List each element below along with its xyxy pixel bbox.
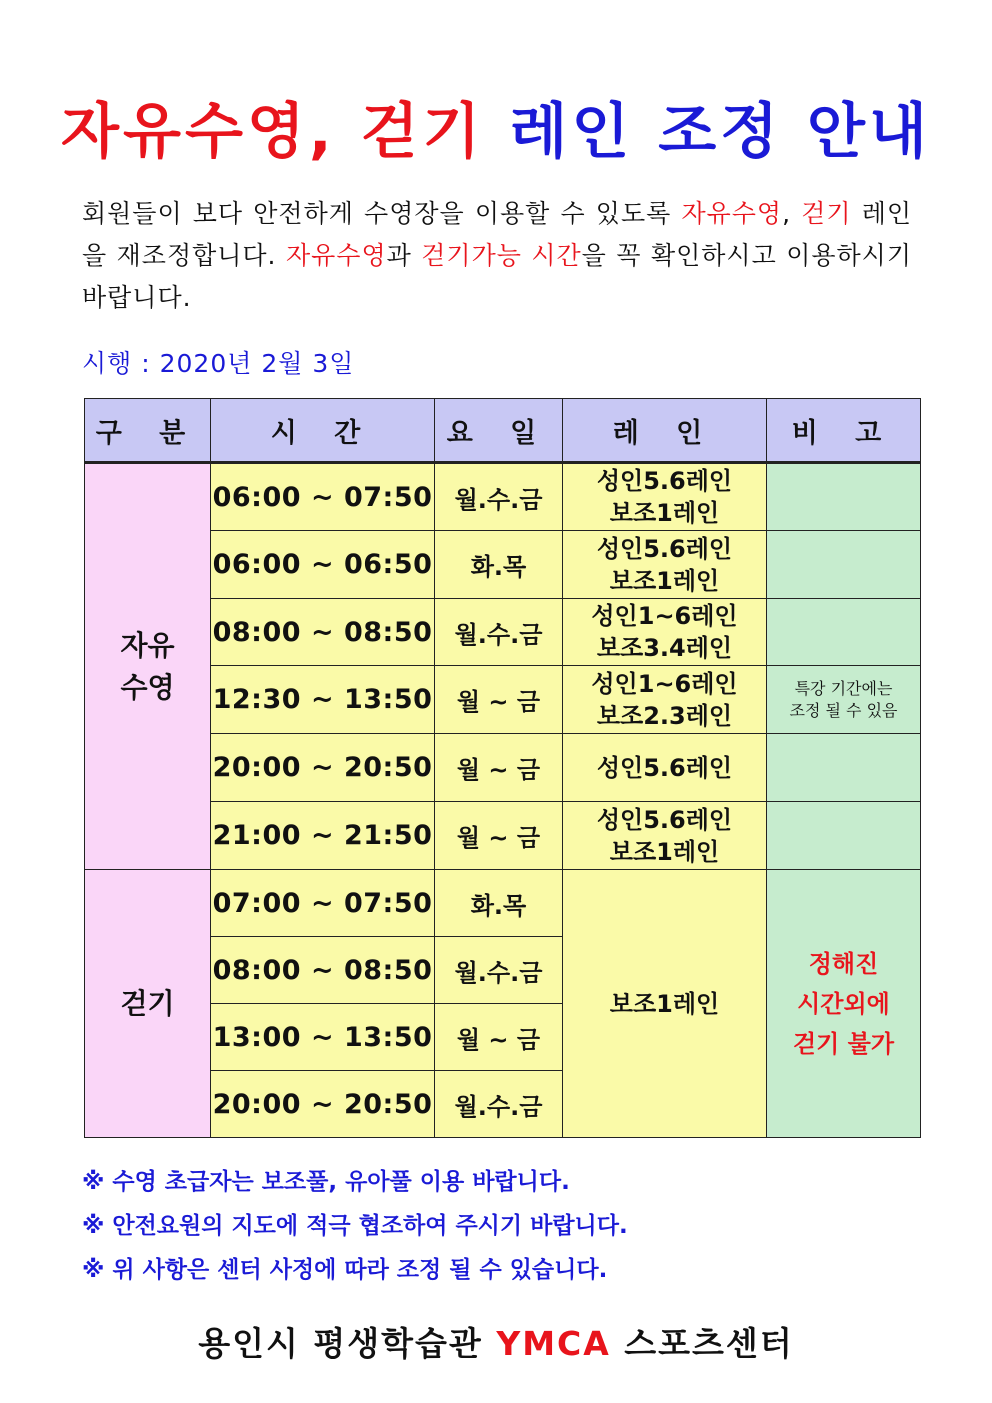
lane-text: 보조1레인 (609, 566, 720, 595)
lane-cell (563, 734, 767, 802)
note-text: 정해진 (808, 949, 879, 978)
time-cell: 12:30 ~ 13:50 (211, 666, 435, 734)
intro-highlight: 걷기가능 시간 (421, 241, 582, 270)
note-cell (767, 599, 921, 666)
lane-text: 성인1~6레인 (591, 669, 738, 698)
lane-text: 보조1레인 (609, 837, 720, 866)
time-cell: 06:00 ~ 07:50 (211, 463, 435, 531)
lane-text: 보조3.4레인 (596, 634, 733, 662)
day-cell: 월 ~ 금 (435, 666, 563, 734)
page-title (0, 84, 992, 170)
notice-item: ※ 수영 초급자는 보조풀, 유아풀 이용 바랍니다. (82, 1169, 570, 1195)
day-cell: 월.수.금 (435, 937, 563, 1004)
intro-text: 을 꼭 확인하시고 이용하시기 바랍니다. (82, 241, 912, 312)
table-row (85, 734, 921, 802)
lane-cell (563, 531, 767, 599)
note-text: 특강 기간에는 (794, 678, 893, 698)
notice-list (82, 1160, 628, 1292)
header-day: 요 일 (435, 399, 563, 463)
intro-paragraph (82, 193, 912, 319)
note-text: 시간외에 (797, 989, 890, 1018)
lane-text: 성인5.6레인 (596, 534, 733, 563)
notice-item: ※ 안전요원의 지도에 적극 협조하여 주시기 바랍니다. (82, 1213, 628, 1239)
lane-cell (563, 802, 767, 870)
table-row (85, 802, 921, 870)
lane-cell: 보조1레인 (563, 870, 767, 1138)
time-cell: 07:00 ~ 07:50 (211, 870, 435, 937)
time-cell: 20:00 ~ 20:50 (211, 734, 435, 802)
title-part-blue: 레인 조정 안내 (509, 97, 931, 167)
title-part-red: 자유수영, 걷기 (61, 97, 485, 167)
day-cell: 월.수.금 (435, 1071, 563, 1138)
intro-text: , (782, 199, 802, 228)
lane-text: 성인5.6레인 (596, 467, 733, 495)
note-text: 걷기 불가 (792, 1029, 895, 1058)
lane-cell (563, 666, 767, 734)
intro-text: 과 (386, 241, 422, 270)
category-walking: 걷기 (85, 870, 211, 1138)
table-row (85, 463, 921, 531)
intro-highlight: 자유수영 (286, 241, 387, 270)
intro-text: 회원들이 보다 안전하게 수영장을 이용할 수 있도록 (82, 199, 682, 228)
day-cell: 월 ~ 금 (435, 734, 563, 802)
category-label: 자유 (120, 628, 175, 662)
category-free-swim (85, 463, 211, 870)
note-cell-walking (767, 870, 921, 1138)
intro-highlight: 자유수영 (681, 199, 783, 228)
lane-cell (563, 463, 767, 531)
day-cell: 화.목 (435, 531, 563, 599)
table-row (85, 531, 921, 599)
time-cell: 20:00 ~ 20:50 (211, 1071, 435, 1138)
time-cell: 06:00 ~ 06:50 (211, 531, 435, 599)
lane-text: 보조2.3레인 (596, 701, 733, 730)
day-cell: 월.수.금 (435, 463, 563, 531)
note-cell (767, 531, 921, 599)
lane-cell (563, 599, 767, 666)
footer-organization (0, 1318, 992, 1365)
time-cell: 21:00 ~ 21:50 (211, 802, 435, 870)
table-row (85, 870, 921, 937)
time-cell: 08:00 ~ 08:50 (211, 599, 435, 666)
category-label: 수영 (120, 670, 175, 704)
footer-text: 스포츠센터 (610, 1324, 794, 1363)
footer-brand: YMCA (496, 1324, 611, 1363)
header-lane: 레 인 (563, 399, 767, 463)
note-text: 조정 될 수 있음 (789, 700, 898, 720)
notice-item: ※ 위 사항은 센터 사정에 따라 조정 될 수 있습니다. (82, 1257, 608, 1283)
header-category: 구 분 (85, 399, 211, 463)
lane-text: 성인5.6레인 (596, 753, 733, 782)
lane-text: 성인5.6레인 (596, 805, 733, 834)
footer-text: 용인시 평생학습관 (198, 1324, 497, 1363)
table-row (85, 599, 921, 666)
effective-date: 시행 : 2020년 2월 3일 (82, 349, 355, 378)
note-cell (767, 734, 921, 802)
lane-text: 보조1레인 (609, 499, 720, 527)
header-time: 시 간 (211, 399, 435, 463)
header-note: 비 고 (767, 399, 921, 463)
note-cell (767, 802, 921, 870)
day-cell: 월 ~ 금 (435, 802, 563, 870)
table-header-row (85, 399, 921, 463)
time-cell: 08:00 ~ 08:50 (211, 937, 435, 1004)
note-cell (767, 463, 921, 531)
note-cell (767, 666, 921, 734)
time-cell: 13:00 ~ 13:50 (211, 1004, 435, 1071)
day-cell: 월 ~ 금 (435, 1004, 563, 1071)
intro-text: 레인을 재조정합니다. (82, 199, 913, 270)
day-cell: 화.목 (435, 870, 563, 937)
intro-highlight: 걷기 (801, 199, 852, 228)
lane-text: 성인1~6레인 (591, 602, 738, 630)
day-cell: 월.수.금 (435, 599, 563, 666)
schedule-table (84, 398, 921, 1138)
table-row (85, 666, 921, 734)
